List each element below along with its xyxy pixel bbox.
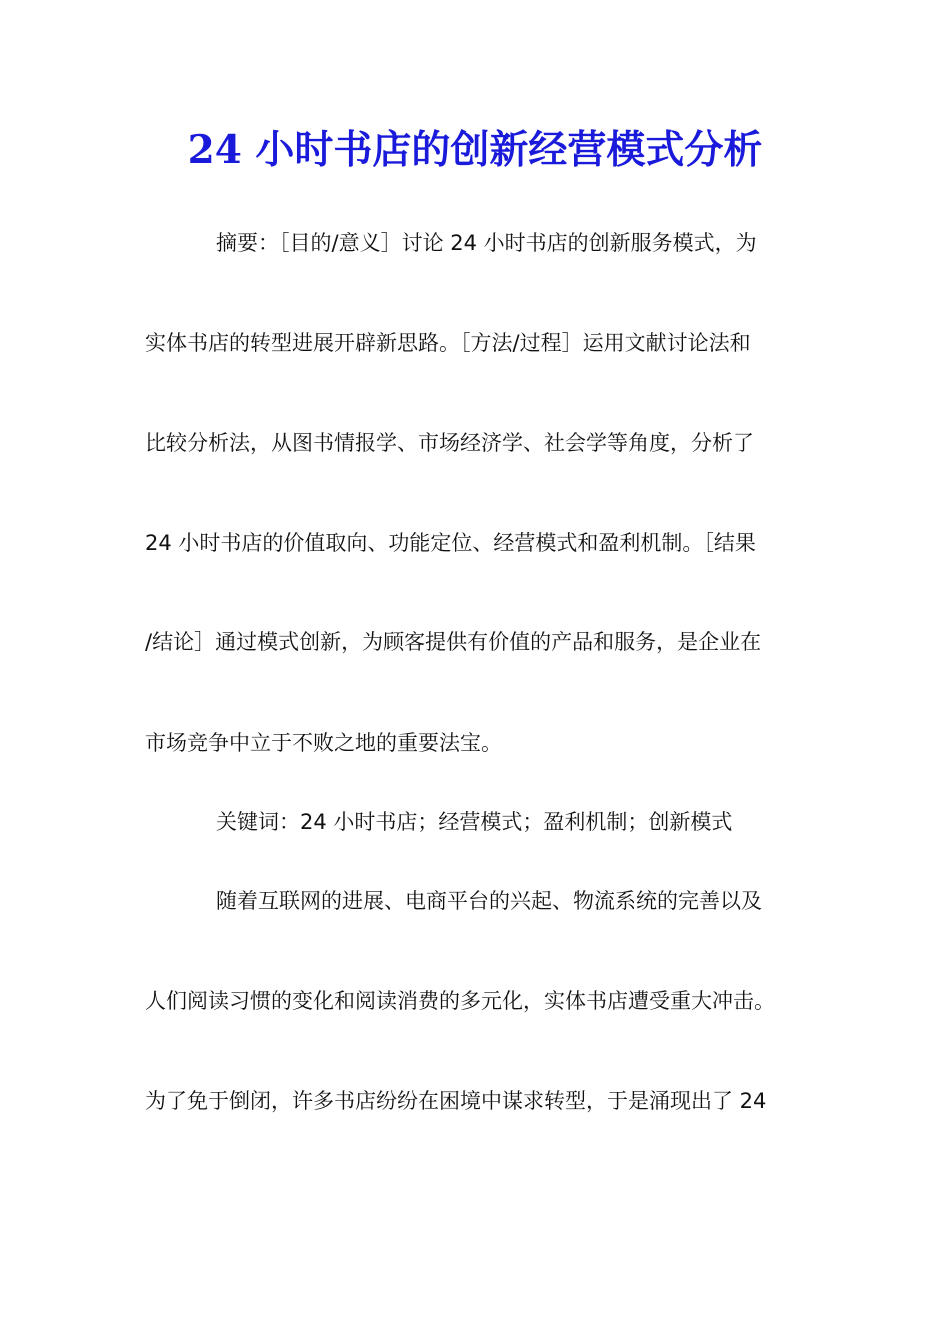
- body-paragraph-line: 人们阅读习惯的变化和阅读消费的多元化，实体书店遭受重大冲击。: [145, 989, 775, 1013]
- abstract-line: 24 小时书店的价值取向、功能定位、经营模式和盈利机制。［结果: [145, 531, 756, 555]
- abstract-line: 比较分析法，从图书情报学、市场经济学、社会学等角度，分析了: [145, 431, 754, 455]
- body-paragraph-line: 为了免于倒闭，许多书店纷纷在困境中谋求转型，于是涌现出了 24: [145, 1089, 767, 1113]
- abstract-line: 市场竞争中立于不败之地的重要法宝。: [145, 731, 502, 755]
- abstract-line: 实体书店的转型进展开辟新思路。［方法/过程］运用文献讨论法和: [145, 331, 751, 355]
- abstract-line: /结论］通过模式创新，为顾客提供有价值的产品和服务，是企业在: [145, 630, 762, 654]
- page-title: 24 小时书店的创新经营模式分析: [187, 127, 763, 173]
- keywords-line: 关键词：24 小时书店；经营模式；盈利机制；创新模式: [216, 810, 733, 834]
- body-paragraph-line: 随着互联网的进展、电商平台的兴起、物流系统的完善以及: [216, 889, 762, 913]
- abstract-line: 摘要：［目的/意义］讨论 24 小时书店的创新服务模式，为: [216, 231, 757, 255]
